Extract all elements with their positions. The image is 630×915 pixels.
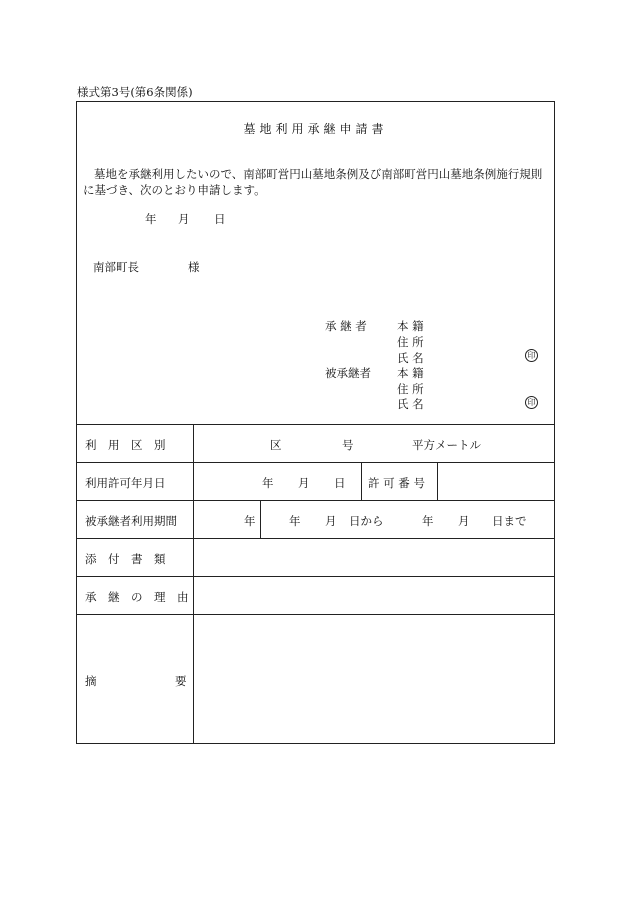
predecessor-domicile-label: 本 籍 [397,366,424,380]
table-top-border [77,424,554,425]
date-year-label: 年 [145,212,157,226]
successor-domicile-label: 本 籍 [397,319,424,333]
honorific: 様 [188,260,200,274]
row-divider [77,500,554,501]
application-form-frame [76,101,555,744]
period-from-day: 日から [349,514,384,528]
summary-label-right: 要 [175,674,187,688]
predecessor-label: 被承継者 [325,366,371,380]
row-divider [77,614,554,615]
permit-number-value-divider [437,462,438,500]
addressee: 南部町長 [93,260,139,274]
form-number-label: 様式第3号(第6条関係) [77,85,193,99]
permit-day-label: 日 [334,476,346,490]
plot-section-label: 区 [270,438,282,452]
period-years-divider [260,500,261,538]
period-years-label: 年 [244,514,256,528]
predecessor-name-label: 氏 名 [397,397,424,411]
summary-label-left: 摘 [85,674,97,688]
period-to-month: 月 [458,514,470,528]
predecessor-seal-mark: 印 [525,396,538,409]
usage-category-label: 利 用 区 別 [85,438,166,452]
usage-period-label: 被承継者利用期間 [85,514,177,528]
successor-seal-mark: 印 [525,349,538,362]
period-from-year: 年 [289,514,301,528]
plot-number-label: 号 [342,438,354,452]
period-to-year: 年 [422,514,434,528]
permit-date-label: 利用許可年月日 [85,476,166,490]
area-unit-label: 平方メートル [412,438,481,452]
label-column-divider [193,424,194,744]
body-text-line-1: 墓地を承継利用したいので、南部町営円山墓地条例及び南部町営円山墓地条例施行規則 [94,167,543,181]
permit-year-label: 年 [262,476,274,490]
period-from-month: 月 [325,514,337,528]
date-month-label: 月 [178,212,190,226]
attachments-label: 添 付 書 類 [85,552,166,566]
succession-reason-label: 承 継 の 理 由 [85,590,189,604]
predecessor-address-label: 住 所 [397,382,424,396]
permit-month-label: 月 [298,476,310,490]
permit-number-label: 許 可 番 号 [368,476,425,490]
row-divider [77,576,554,577]
successor-address-label: 住 所 [397,335,424,349]
row-divider [77,538,554,539]
successor-name-label: 氏 名 [397,351,424,365]
date-day-label: 日 [214,212,226,226]
permit-number-divider [361,462,362,500]
body-text-line-2: に基づき、次のとおり申請します。 [83,183,266,197]
row-divider [77,462,554,463]
form-title: 墓地利用承継申請書 [243,122,388,136]
period-to-day: 日まで [492,514,527,528]
successor-label: 承 継 者 [325,319,367,333]
